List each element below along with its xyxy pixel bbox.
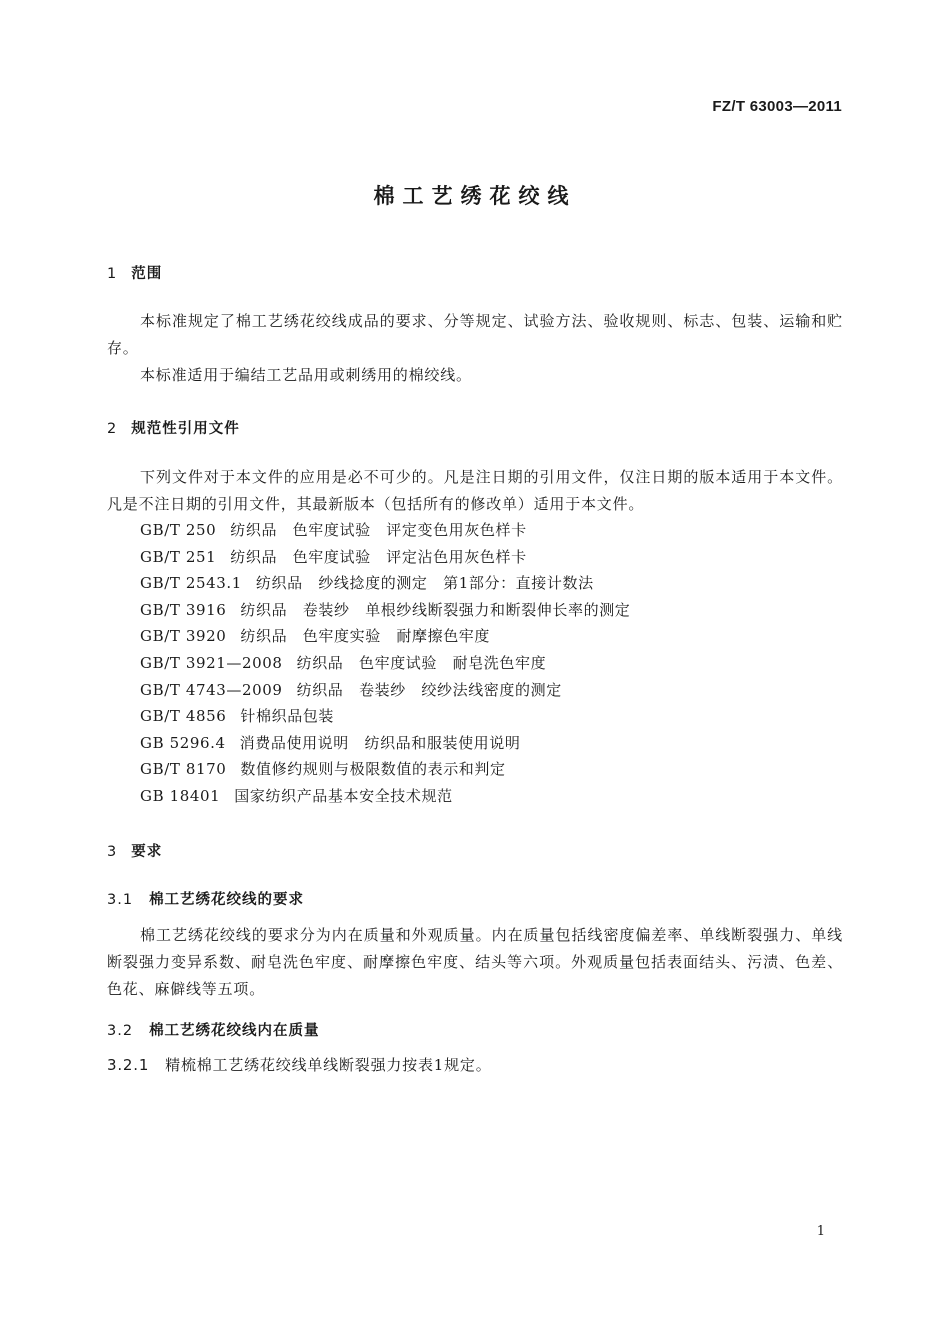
- reference-item: [140, 677, 630, 704]
- section-2-intro: 下列文件对于本文件的应用是必不可少的。凡是注日期的引用文件，仅注日期的版本适用于本文件。凡是不注日期的引用文件，其最新版本（包括所有的修改单）适用于本文件。: [107, 468, 843, 513]
- reference-code: GB/T 3921—2008: [140, 653, 283, 672]
- reference-item: [140, 703, 630, 730]
- reference-title: 纺织品 色牢度实验 耐摩擦色牢度: [240, 627, 491, 646]
- reference-title: 纺织品 卷装纱 单根纱线断裂强力和断裂伸长率的测定: [240, 600, 631, 619]
- reference-title: 消费品使用说明 纺织品和服装使用说明: [239, 733, 521, 752]
- reference-title: 纺织品 色牢度试验 评定沾色用灰色样卡: [230, 547, 527, 566]
- section-1-paragraph-2: 本标准适用于编结工艺品用或刺绣用的棉绞线。: [140, 366, 472, 384]
- reference-title: 纺织品 色牢度试验 评定变色用灰色样卡: [230, 521, 527, 539]
- section-3-1-title: 棉工艺绣花绞线的要求: [149, 892, 305, 908]
- reference-title: 针棉织品包装: [240, 707, 335, 726]
- reference-code: GB/T 251: [140, 547, 217, 566]
- section-2-title: 规范性引用文件: [131, 421, 240, 437]
- section-3-title: 要求: [131, 844, 163, 860]
- reference-item: [140, 570, 630, 597]
- reference-item: [140, 623, 630, 650]
- reference-title: 纺织品 卷装纱 绞纱法线密度的测定: [296, 680, 562, 699]
- section-3-1-number: 3.1: [107, 892, 134, 908]
- page-number: 1: [816, 1224, 825, 1239]
- clause-3-2-1: [107, 1054, 492, 1075]
- section-2-number: 2: [107, 421, 118, 437]
- reference-title: 国家纺织产品基本安全技术规范: [234, 786, 453, 805]
- section-3-1-paragraph: 棉工艺绣花绞线的要求分为内在质量和外观质量。内在质量包括线密度偏差率、单线断裂强力、单线断裂强力变异系数、耐皂洗色牢度、耐摩擦色牢度、结头等六项。外观质量包括表面结头、污渍、色差、色花、麻僻线等五项。: [107, 926, 843, 998]
- reference-code: GB/T 3920: [140, 627, 227, 646]
- document-title: 棉工艺绣花绞线: [373, 184, 577, 208]
- reference-code: GB/T 8170: [140, 760, 227, 779]
- reference-title: 纺织品 纱线捻度的测定 第1部分：直接计数法: [255, 574, 594, 593]
- reference-code: GB 18401: [140, 786, 221, 805]
- reference-item: [140, 783, 630, 810]
- section-1-number: 1: [107, 266, 118, 282]
- clause-3-2-1-text: 精梳棉工艺绣花绞线单线断裂强力按表1规定。: [165, 1056, 492, 1074]
- section-1-paragraph-1: 本标准规定了棉工艺绣花绞线成品的要求、分等规定、试验方法、验收规则、标志、包装、运输和贮存。: [107, 312, 843, 357]
- section-3-number: 3: [107, 844, 118, 860]
- reference-title: 数值修约规则与极限数值的表示和判定: [240, 760, 506, 779]
- section-3-2-title: 棉工艺绣花绞线内在质量: [149, 1023, 320, 1039]
- reference-item: [140, 650, 630, 677]
- reference-code: GB 5296.4: [140, 733, 226, 752]
- section-3-2-number: 3.2: [107, 1023, 134, 1039]
- section-1-heading: [107, 262, 162, 283]
- standard-code: FZ/T 63003—2011: [712, 98, 842, 115]
- reference-code: GB/T 2543.1: [140, 574, 242, 593]
- reference-item: [140, 756, 630, 783]
- section-3-1-heading: [107, 888, 304, 909]
- reference-code: GB/T 4743—2009: [140, 680, 283, 699]
- reference-list: [140, 517, 630, 810]
- reference-code: GB/T 250: [140, 521, 217, 539]
- section-3-heading: [107, 840, 162, 861]
- reference-item: [140, 730, 630, 757]
- reference-item: [140, 517, 630, 544]
- clause-3-2-1-number: 3.2.1: [107, 1056, 150, 1074]
- section-2-heading: [107, 417, 240, 438]
- reference-item: [140, 544, 630, 571]
- reference-code: GB/T 4856: [140, 707, 227, 726]
- section-3-2-heading: [107, 1019, 320, 1040]
- reference-code: GB/T 3916: [140, 600, 227, 619]
- reference-item: [140, 597, 630, 624]
- reference-title: 纺织品 色牢度试验 耐皂洗色牢度: [296, 653, 547, 672]
- section-1-title: 范围: [131, 266, 163, 282]
